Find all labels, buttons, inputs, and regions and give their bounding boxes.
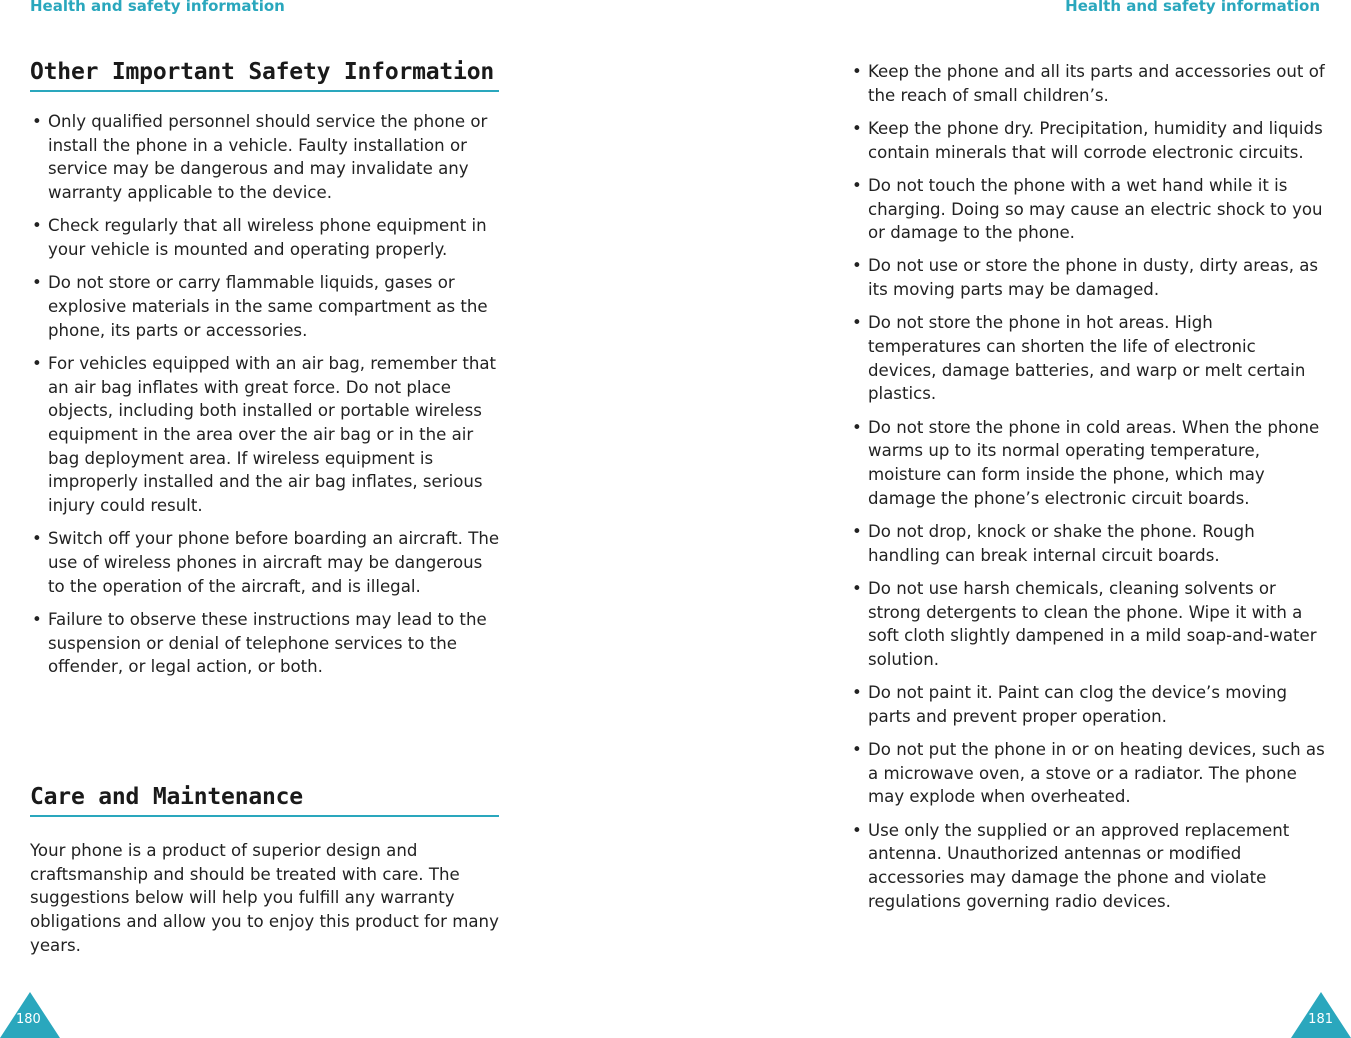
section-heading-other-safety: Other Important Safety Information <box>30 59 499 92</box>
list-item: • Do not put the phone in or on heating devices, such as a microwave oven, a stove or a radiator. The phone may explode when overheated. <box>850 738 1325 809</box>
list-item: • Only qualified personnel should service the phone or install the phone in a vehicle. Faulty installation or service may be dangerous and may invalidate any warranty applicable to the device. <box>30 110 500 205</box>
list-item: • Check regularly that all wireless phone equipment in your vehicle is mounted and operating properly. <box>30 214 500 261</box>
running-head-right: Health and safety information <box>1065 0 1320 15</box>
list-item: • Do not use harsh chemicals, cleaning solvents or strong detergents to clean the phone. Wipe it with a soft cloth slightly dampened in a mild soap-and-water solution. <box>850 577 1325 672</box>
list-item: • Keep the phone dry. Precipitation, humidity and liquids contain minerals that will corrode electronic circuits. <box>850 117 1325 164</box>
list-item: • Do not touch the phone with a wet hand while it is charging. Doing so may cause an electric shock to you or damage to the phone. <box>850 174 1325 245</box>
list-item: • Failure to observe these instructions may lead to the suspension or denial of telephone services to the offender, or legal action, or both. <box>30 608 500 679</box>
list-item: • Do not store the phone in hot areas. High temperatures can shorten the life of electronic devices, damage batteries, and warp or melt certain plastics. <box>850 311 1325 406</box>
list-item: • For vehicles equipped with an air bag, remember that an air bag inflates with great force. Do not place objects, including both installed or portable wireless equipment in the area over the air bag or in the air bag deployment area. If wireless equipment is improperly installed and the air bag inflates, serious injury could result. <box>30 352 500 518</box>
list-item: • Do not paint it. Paint can clog the device’s moving parts and prevent proper operation. <box>850 681 1325 728</box>
list-item: • Use only the supplied or an approved replacement antenna. Unauthorized antennas or modified accessories may damage the phone and violate regulations governing radio devices. <box>850 819 1325 914</box>
list-item: • Keep the phone and all its parts and accessories out of the reach of small children’s. <box>850 60 1325 107</box>
care-intro-paragraph: Your phone is a product of superior design and craftsmanship and should be treated with care. The suggestions below will help you fulfill any warranty obligations and allow you to enjoy this product for many years. <box>30 841 499 955</box>
care-bullet-list <box>850 60 1325 923</box>
page-number-left: 180 <box>16 1012 41 1027</box>
left-page <box>0 0 675 1038</box>
page-number-right: 181 <box>1308 1012 1333 1027</box>
list-item: • Do not use or store the phone in dusty, dirty areas, as its moving parts may be damaged. <box>850 254 1325 301</box>
running-head-left: Health and safety information <box>30 0 285 15</box>
list-item: • Do not store the phone in cold areas. When the phone warms up to its normal operating temperature, moisture can form inside the phone, which may damage the phone’s electronic circuit boards. <box>850 416 1325 511</box>
safety-bullet-list <box>30 110 500 688</box>
list-item: • Do not store or carry flammable liquids, gases or explosive materials in the same compartment as the phone, its parts or accessories. <box>30 271 500 342</box>
section-heading-care-maintenance: Care and Maintenance <box>30 784 499 817</box>
list-item: • Do not drop, knock or shake the phone. Rough handling can break internal circuit boards. <box>850 520 1325 567</box>
list-item: • Switch off your phone before boarding an aircraft. The use of wireless phones in aircraft may be dangerous to the operation of the aircraft, and is illegal. <box>30 527 500 598</box>
